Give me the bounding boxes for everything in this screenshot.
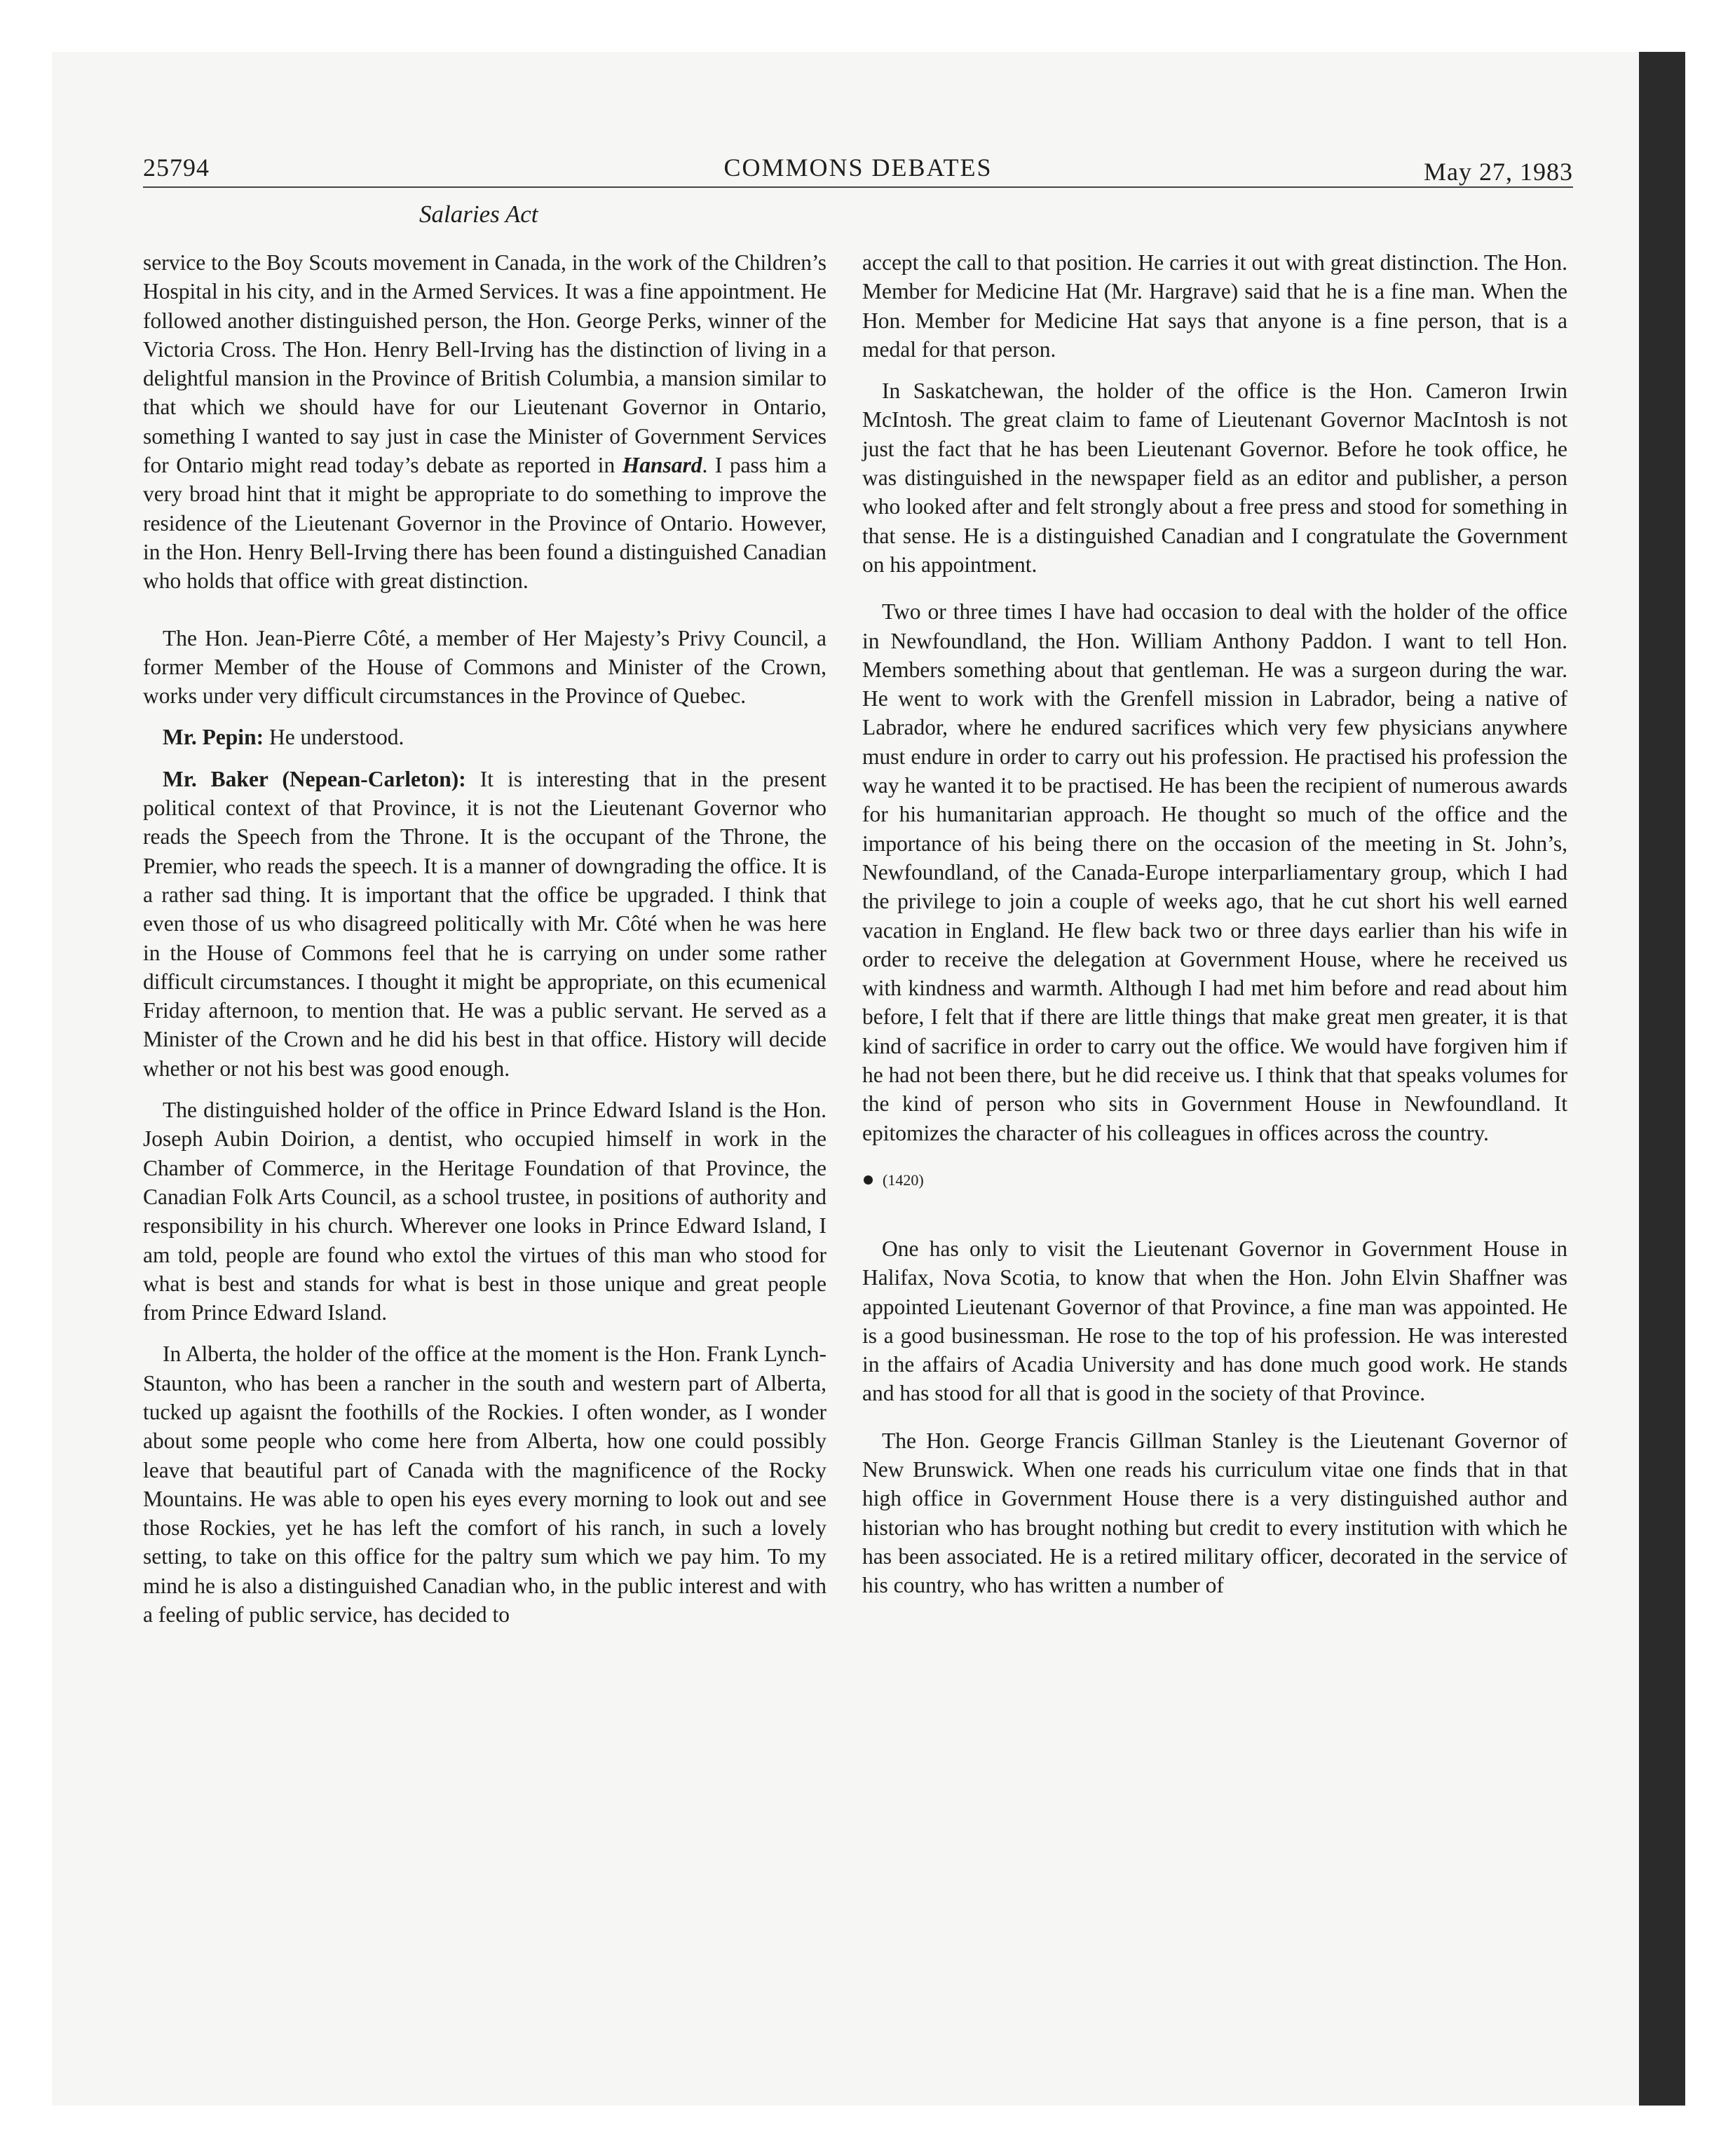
- paragraph: The Hon. George Francis Gillman Stanley is the Lieutenant Governor of New Brunswick. When one reads his curriculum vitae one finds that in that high office in Government House there is a very distinguished author and historian who has brought nothing but credit to every institution with which he has been associated. He is a retired military officer, decorated in the service of his country, who has written a number of: [862, 1428, 1567, 1598]
- paragraph: Mr. Pepin: He understood.: [163, 725, 404, 750]
- paragraph: The Hon. Jean-Pierre Côté, a member of Her Majesty’s Privy Council, a former Member of the House of Commons and Minister of the Crown, works under very difficult circumstances in the Province of Quebec.: [143, 625, 826, 709]
- bullet-icon: [864, 1175, 873, 1185]
- paragraph: accept the call to that position. He carries it out with great distinction. The Hon. Member for Medicine Hat (Mr. Hargrave) said that he is a fine man. When the Hon. Member for Medicine Hat says that anyone is a fine person, that is a medal for that person.: [862, 250, 1567, 362]
- paragraph: One has only to visit the Lieutenant Governor in Government House in Halifax, Nova Scotia, to know that when the Hon. John Elvin Shaffner was appointed Lieutenant Governor of that Province, a fine man was appointed. He is a good businessman. He rose to the top of his profession. He was interested in the affairs of Acadia University and has done much good work. He stands and has stood for all that is good in the society of that Province.: [862, 1236, 1567, 1406]
- paragraph: In Saskatchewan, the holder of the office is the Hon. Cameron Irwin McIntosh. The great claim to fame of Lieutenant Governor MacIntosh is not just the fact that he has been Lieutenant Governor. Before he took office, he was distinguished in the newspaper field as an editor and publisher, a person who looked after and felt strongly about a free press and stood for something in that sense. He is a distinguished Canadian and I congratulate the Government on his appointment.: [862, 378, 1567, 577]
- paragraph: In Alberta, the holder of the office at the moment is the Hon. Frank Lynch-Staunton, who has been a rancher in the south and western part of Alberta, tucked up agaisnt the foothills of the Rockies. I often wonder, as I wonder about some people who come here from Alberta, how one could possibly leave that beautiful part of Canada with the magnificence of the Rocky Mountains. He was able to open his eyes every morning to look out and see those Rockies, yet he has left the comfort of his ranch, in such a lovely setting, to take on this office for the paltry sum which we pay him. To my mind he is also a distinguished Canadian who, in the public interest and with a feeling of public service, has decided to: [143, 1342, 826, 1628]
- paragraph: Two or three times I have had occasion to deal with the holder of the office in Newfoundland, the Hon. William Anthony Paddon. I want to tell Hon. Members something about that gentleman. He was a surgeon during the war. He went to work with the Grenfell mission in Labrador, being a native of Labrador, where he endured sacrifices which very few physicians anywhere must endure in order to carry out his profession. He practised his profession the way he wanted it to be practised. He has been the recipient of numerous awards for his humanitarian approach. He thought so much of the office and the importance of his being there on the occasion of the meeting in St. John’s, Newfoundland, of the Canada-Europe interparliamentary group, which I had the privilege to join a couple of weeks ago, that he cut short his well earned vacation in England. He flew back two or three days earlier than his wife in order to receive the delegation at Government House, where he received us with kindness and warmth. Although I had met him before and read about him before, I felt that if there are little things that make great men greater, it is that kind of sacrifice in order to carry out the office. We would have forgiven him if he had not been there, but he did receive us. I think that that speaks volumes for the kind of person who sits in Government House in Newfoundland. It epitomizes the character of his colleagues in offices across the country.: [862, 599, 1567, 1145]
- paragraph: The distinguished holder of the office in Prince Edward Island is the Hon. Joseph Aubin Doirion, a dentist, who occupied himself in work in the Chamber of Commerce, in the Heritage Foundation of that Province, the Canadian Folk Arts Council, as a school trustee, in positions of authority and responsibility in his church. Wherever one looks in Prince Edward Island, I am told, people are found who extol the virtues of this man who stood for what is best and stands for what is best in those unique and great people from Prince Edward Island.: [143, 1098, 826, 1325]
- section-title: Salaries Act: [419, 200, 538, 228]
- publication-title: COMMONS DEBATES: [723, 153, 993, 182]
- timestamp-marker: [862, 1170, 1567, 1191]
- header-rule: [143, 186, 1573, 188]
- speaker-name: Mr. Baker (Nepean-Carleton):: [163, 766, 466, 791]
- left-column: [143, 248, 826, 1629]
- scan-edge-bar: [1639, 52, 1685, 2106]
- right-column: [862, 248, 1567, 1599]
- speaker-name: Mr. Pepin:: [163, 725, 264, 750]
- hansard-emphasis: Hansard: [622, 453, 702, 478]
- page-number: 25794: [143, 153, 210, 182]
- paragraph: service to the Boy Scouts movement in Canada, in the work of the Children’s Hospital in his city, and in the Armed Services. It was a fine appointment. He followed another distinguished person, the Hon. George Perks, winner of the Victoria Cross. The Hon. Henry Bell-Irving has the distinction of living in a delightful mansion in the Province of British Columbia, a mansion similar to that which we should have for our Lieutenant Governor in Ontario, something I wanted to say just in case the Minister of Government Services for Ontario might read today’s debate as reported in Hansard. I pass him a very broad hint that it might be appropriate to do something to improve the residence of the Lieutenant Governor in the Province of Ontario. However, in the Hon. Henry Bell-Irving there has been found a distinguished Canadian who holds that office with great distinction.: [143, 250, 826, 594]
- timestamp-text: (1420): [883, 1171, 924, 1189]
- paragraph: Mr. Baker (Nepean-Carleton): It is interesting that in the present political context of that Province, it is not the Lieutenant Governor who reads the Speech from the Throne. It is the occupant of the Throne, the Premier, who reads the speech. It is a manner of downgrading the office. It is a rather sad thing. It is important that the office be upgraded. I think that even those of us who disagreed politically with Mr. Côté when he was here in the House of Commons feel that he is carrying on under some rather difficult circumstances. I thought it might be appropriate, on this ecumenical Friday afternoon, to mention that. He was a public servant. He served as a Minister of the Crown and he did his best in that office. History will decide whether or not his best was good enough.: [143, 766, 827, 1081]
- page-header: [143, 153, 1573, 189]
- publication-date: May 27, 1983: [1424, 158, 1573, 186]
